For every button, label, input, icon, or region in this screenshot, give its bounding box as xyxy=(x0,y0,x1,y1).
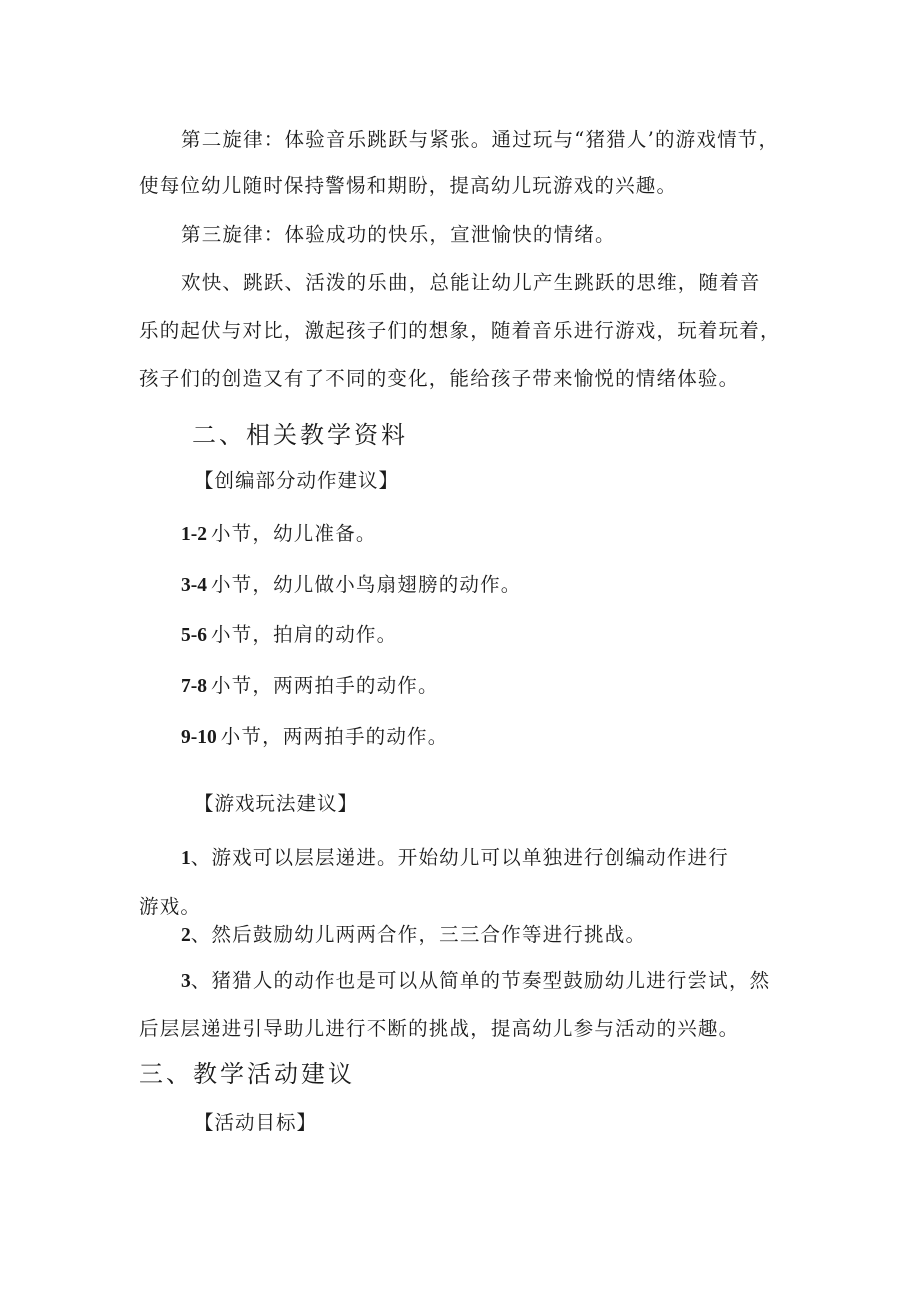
game-item-text: 、然后鼓励幼儿两两合作，三三合作等进行挑战。 xyxy=(190,923,647,946)
game-item-3-line2: 后层层递进引导助儿进行不断的挑战，提高幼儿参与活动的兴趣。 xyxy=(139,1017,740,1040)
game-item-text: 、猪猎人的动作也是可以从简单的节奏型鼓励幼儿进行尝试，然 xyxy=(190,969,771,992)
bar-number: 1-2 xyxy=(181,524,207,545)
paragraph-cheerful-line1: 欢快、跳跃、活泼的乐曲，总能让幼儿产生跳跃的思维，随着音 xyxy=(181,271,761,294)
paragraph-melody2-line1: 第二旋律：体验音乐跳跃与紧张。通过玩与“猪猎人’的游戏情节， xyxy=(181,128,780,151)
game-item-1-line1 xyxy=(181,848,729,869)
bar-text: 小节，幼儿准备。 xyxy=(211,522,377,545)
activity-goal-title: 【活动目标】 xyxy=(194,1111,318,1134)
game-item-number: 1 xyxy=(181,848,191,869)
bar-text: 小节，拍肩的动作。 xyxy=(211,623,398,646)
bar-text: 小节，两两拍手的动作。 xyxy=(211,674,439,697)
game-item-1-line2: 游戏。 xyxy=(139,895,202,918)
game-suggestions-title: 【游戏玩法建议】 xyxy=(194,792,359,815)
game-item-number: 3 xyxy=(181,971,191,992)
bar-number: 7-8 xyxy=(181,676,207,697)
paragraph-cheerful-line3: 孩子们的创造又有了不同的变化，能给孩子带来愉悦的情绪体验。 xyxy=(139,367,740,390)
bar-number: 9-10 xyxy=(181,727,217,748)
bar-text: 小节，幼儿做小鸟扇翅膀的动作。 xyxy=(211,573,522,596)
paragraph-melody3: 第三旋律：体验成功的快乐，宣泄愉快的情绪。 xyxy=(181,223,616,246)
bar-item xyxy=(181,524,377,545)
game-item-text: 、游戏可以层层递进。开始幼儿可以单独进行创编动作进行 xyxy=(190,846,729,869)
bar-text: 小节，两两拍手的动作。 xyxy=(220,725,449,748)
section-3-heading: 三、教学活动建议 xyxy=(139,1060,355,1088)
game-item-2 xyxy=(181,925,646,946)
paragraph-cheerful-line2: 乐的起伏与对比，激起孩子们的想象，随着音乐进行游戏，玩着玩着， xyxy=(139,319,781,342)
bar-item xyxy=(181,625,397,646)
bar-item xyxy=(181,676,439,697)
bar-number: 3-4 xyxy=(181,575,207,596)
bar-item xyxy=(181,575,522,596)
paragraph-melody2-line2: 使每位幼儿随时保持警惕和期盼，提高幼儿玩游戏的兴趣。 xyxy=(139,174,678,197)
bar-item xyxy=(181,727,448,748)
section-2-heading: 二、相关教学资料 xyxy=(192,421,408,449)
game-item-3-line1 xyxy=(181,971,770,992)
bar-number: 5-6 xyxy=(181,625,207,646)
game-item-number: 2 xyxy=(181,925,191,946)
motion-suggestions-title: 【创编部分动作建议】 xyxy=(194,469,400,492)
